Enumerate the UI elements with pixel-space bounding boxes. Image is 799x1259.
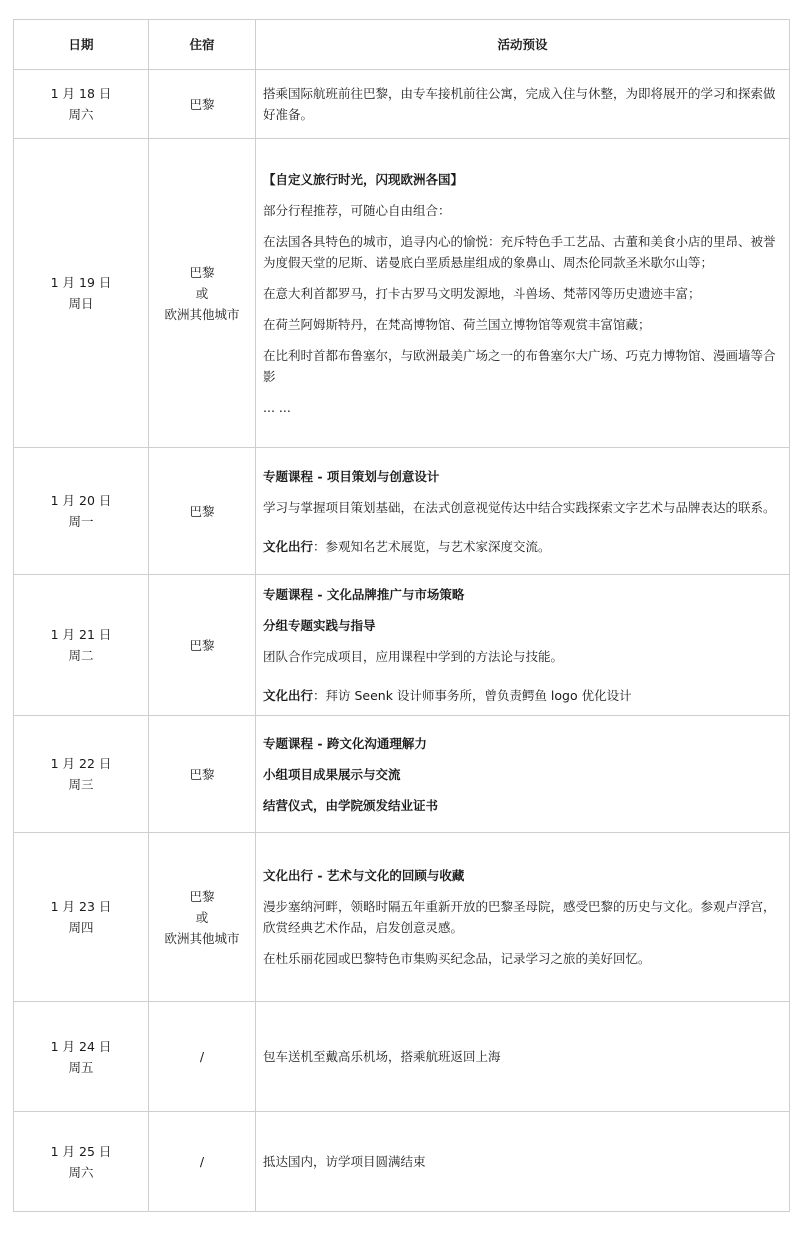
activity-line: 包车送机至戴高乐机场，搭乘航班返回上海 — [263, 1049, 501, 1064]
stay-text: / — [199, 1049, 205, 1064]
date-cell — [14, 575, 149, 716]
activity-line: 在杜乐丽花园或巴黎特色市集购买纪念品，记录学习之旅的美好回忆。 — [263, 951, 651, 966]
activity-line: 部分行程推荐，可随心自由组合： — [263, 202, 451, 218]
weekday-text: 周二 — [68, 648, 94, 663]
date-text: 1 月 19 日 — [50, 275, 112, 290]
activity-line: 【自定义旅行时光，闪现欧洲各国】 — [263, 171, 464, 187]
activity-line: 文化出行：参观知名艺术展览，与艺术家深度交流。 — [263, 538, 551, 554]
activity-cell — [256, 139, 790, 448]
date-text: 1 月 18 日 — [50, 86, 112, 101]
table-row — [14, 716, 790, 833]
weekday-text: 周一 — [68, 514, 94, 529]
activity-line: 分组专题实践与指导 — [263, 618, 376, 633]
stay-text: 欧洲其他城市 — [164, 930, 240, 946]
date-cell — [14, 1112, 149, 1212]
table-row — [14, 1002, 790, 1112]
stay-cell — [149, 448, 256, 575]
activity-line: 在意大利首都罗马，打卡古罗马文明发源地，斗兽场、梵蒂冈等历史遗迹丰富； — [263, 285, 701, 301]
stay-cell — [149, 575, 256, 716]
date-text: 1 月 23 日 — [50, 899, 112, 914]
activity-line: 在比利时首都布鲁塞尔，与欧洲最美广场之一的布鲁塞尔大广场、巧克力博物馆、漫画墙等合影 — [263, 347, 776, 384]
stay-text: 欧洲其他城市 — [164, 306, 240, 322]
date-cell — [14, 1002, 149, 1112]
stay-text: 巴黎 — [189, 637, 215, 653]
date-cell — [14, 139, 149, 448]
header-stay: 住宿 — [149, 20, 256, 70]
activity-cell — [256, 70, 790, 139]
header-activity: 活动预设 — [256, 20, 790, 70]
stay-cell — [149, 716, 256, 833]
stay-cell — [149, 70, 256, 139]
activity-line: 结营仪式，由学院颁发结业证书 — [263, 797, 439, 813]
activity-line: 专题课程 - 文化品牌推广与市场策略 — [263, 587, 465, 602]
stay-cell — [149, 833, 256, 1002]
table-row — [14, 1112, 790, 1212]
date-text: 1 月 21 日 — [50, 627, 112, 642]
weekday-text: 周六 — [68, 107, 94, 122]
date-text: 1 月 25 日 — [50, 1143, 112, 1159]
date-text: 1 月 24 日 — [50, 1038, 112, 1054]
date-cell — [14, 448, 149, 575]
activity-cell — [256, 716, 790, 833]
date-cell — [14, 716, 149, 833]
activity-line: 文化出行：拜访 Seenk 设计师事务所，曾负责鳄鱼 logo 优化设计 — [263, 688, 632, 703]
activity-line: 团队合作完成项目，应用课程中学到的方法论与技能。 — [263, 649, 564, 664]
activity-line: 专题课程 - 项目策划与创意设计 — [263, 468, 440, 484]
itinerary-body — [14, 70, 790, 1212]
activity-line: 抵达国内，访学项目圆满结束 — [263, 1154, 426, 1169]
activity-line: ... ... — [263, 399, 291, 415]
weekday-text: 周四 — [68, 920, 94, 935]
activity-cell — [256, 1002, 790, 1112]
activity-line-lead: 文化出行 — [263, 688, 314, 703]
activity-line: 学习与掌握项目策划基础，在法式创意视觉传达中结合实践探索文字艺术与品牌表达的联系。 — [263, 499, 776, 515]
table-row — [14, 448, 790, 575]
activity-line-lead: 文化出行 — [263, 538, 314, 554]
activity-line: 搭乘国际航班前往巴黎，由专车接机前往公寓，完成入住与休整，为即将展开的学习和探索做好准备。 — [263, 86, 776, 122]
weekday-text: 周六 — [68, 1164, 94, 1180]
activity-cell — [256, 448, 790, 575]
date-cell — [14, 70, 149, 139]
weekday-text: 周五 — [68, 1059, 94, 1075]
activity-cell — [256, 833, 790, 1002]
activity-line: 小组项目成果展示与交流 — [263, 766, 401, 782]
stay-text: 巴黎 — [189, 766, 215, 782]
stay-text: 巴黎 — [189, 96, 215, 112]
stay-cell — [149, 1112, 256, 1212]
weekday-text: 周三 — [68, 777, 94, 792]
table-row — [14, 70, 790, 139]
table-row — [14, 833, 790, 1002]
stay-text: / — [199, 1154, 205, 1169]
itinerary-table — [13, 19, 790, 1212]
stay-text: 或 — [195, 909, 209, 925]
date-text: 1 月 20 日 — [50, 493, 112, 508]
activity-line: 漫步塞纳河畔，领略时隔五年重新开放的巴黎圣母院，感受巴黎的历史与文化。参观卢浮宫，欣赏经典艺术作品，启发创意灵感。 — [263, 899, 776, 935]
table-row — [14, 139, 790, 448]
weekday-text: 周日 — [68, 296, 94, 311]
stay-text: 巴黎 — [189, 264, 215, 280]
activity-cell — [256, 575, 790, 716]
activity-line: 文化出行 - 艺术与文化的回顾与收藏 — [263, 868, 465, 883]
header-date: 日期 — [14, 20, 149, 70]
activity-line: 专题课程 - 跨文化沟通理解力 — [263, 735, 427, 751]
stay-cell — [149, 1002, 256, 1112]
stay-text: 巴黎 — [189, 503, 215, 519]
table-row — [14, 575, 790, 716]
activity-line: 在法国各具特色的城市，追寻内心的愉悦：充斥特色手工艺品、古董和美食小店的里昂、被誉为度假天堂的尼斯、诺曼底白垩质悬崖组成的象鼻山、周杰伦同款圣米歇尔山等； — [263, 233, 776, 270]
stay-text: 巴黎 — [189, 888, 215, 904]
stay-text: 或 — [195, 285, 209, 301]
activity-cell — [256, 1112, 790, 1212]
date-cell — [14, 833, 149, 1002]
activity-line: 在荷兰阿姆斯特丹，在梵高博物馆、荷兰国立博物馆等观赏丰富馆藏； — [263, 316, 651, 332]
stay-cell — [149, 139, 256, 448]
header-row — [14, 20, 790, 70]
date-text: 1 月 22 日 — [50, 756, 112, 771]
